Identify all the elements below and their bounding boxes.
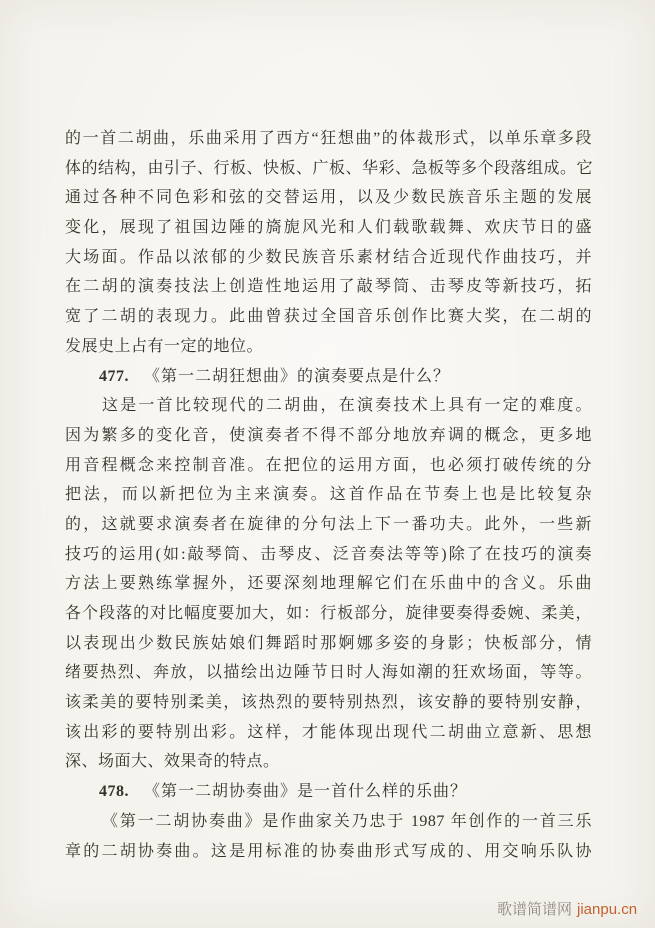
text-line: 绪要热烈、奔放，以描绘出边陲节日时人海如潮的狂欢场面，等等。 (65, 664, 592, 682)
text-line: 方法上要熟练掌握外，还要深刻地理解它们在乐曲中的含义。乐曲 (65, 575, 592, 593)
text-line: 的，这就要求演奏者在旋律的分句法上下一番功夫。此外，一些新 (65, 515, 592, 533)
text-line: 大场面。作品以浓郁的少数民族音乐素材结合近现代作曲技巧，并 (65, 248, 592, 266)
question-477 (65, 362, 592, 392)
text-line: 宽了二胡的表现力。此曲曾获过全国音乐创作比赛大奖，在二胡的 (65, 308, 592, 326)
watermark-site-url: jianpu.cn (577, 901, 638, 918)
text-line: 变化，展现了祖国边陲的旖旎风光和人们载歌载舞、欢庆节日的盛 (65, 219, 592, 237)
text-line: 因为繁多的变化音，使演奏者不得不部分地放弃调的概念，更多地 (65, 426, 592, 444)
text-line: 深、场面大、效果奇的特点。 (65, 753, 280, 771)
text-line: 章的二胡协奏曲。这是用标准的协奏曲形式写成的、用交响乐队协 (65, 842, 592, 860)
text-line: 这是一首比较现代的二胡曲，在演奏技术上具有一定的难度。 (102, 397, 592, 415)
text-line: 把法，而以新把位为主来演奏。这首作品在节奏上也是比较复杂 (65, 486, 592, 504)
watermark-site-name: 歌谱简谱网 (497, 901, 573, 918)
text-block (65, 124, 592, 866)
text-line: 《第一二胡协奏曲》是作曲家关乃忠于 1987 年创作的一首三乐 (102, 812, 592, 830)
text-line: 在二胡的演奏技法上创造性地运用了敲琴筒、击琴皮等新技巧，拓 (65, 278, 592, 296)
text-line: 体的结构，由引子、行板、快板、广板、华彩、急板等多个段落组成。它 (65, 159, 594, 177)
question-text: 《第一二胡狂想曲》的演奏要点是什么？ (144, 367, 451, 385)
text-line: 发展史上占有一定的地位。 (65, 337, 264, 355)
question-text: 《第一二胡协奏曲》是一首什么样的乐曲？ (144, 783, 468, 801)
text-line: 的一首二胡曲，乐曲采用了西方“狂想曲”的体裁形式，以单乐章多段 (65, 130, 592, 147)
question-number: 477. (99, 367, 129, 385)
text-line: 该出彩的要特别出彩。这样，才能体现出现代二胡曲立意新、思想 (65, 723, 592, 741)
text-line: 通过各种不同色彩和弦的交替运用，以及少数民族音乐主题的发展 (65, 189, 592, 207)
text-line: 各个段落的对比幅度要加大，如：行板部分，旋律要奏得委婉、柔美， (65, 605, 592, 622)
text-line: 该柔美的要特别柔美，该热烈的要特别热烈，该安静的要特别安静， (65, 694, 592, 712)
text-line: 技巧的运用(如:敲琴筒、击琴皮、泛音奏法等等)除了在技巧的演奏 (65, 545, 592, 563)
text-line: 以表现出少数民族姑娘们舞蹈时那婀娜多姿的身影；快板部分，情 (65, 634, 592, 652)
question-number: 478. (99, 783, 129, 801)
question-478 (65, 777, 592, 807)
watermark (497, 900, 637, 920)
text-line: 用音程概念来控制音准。在把位的运用方面，也必须打破传统的分 (65, 456, 592, 474)
